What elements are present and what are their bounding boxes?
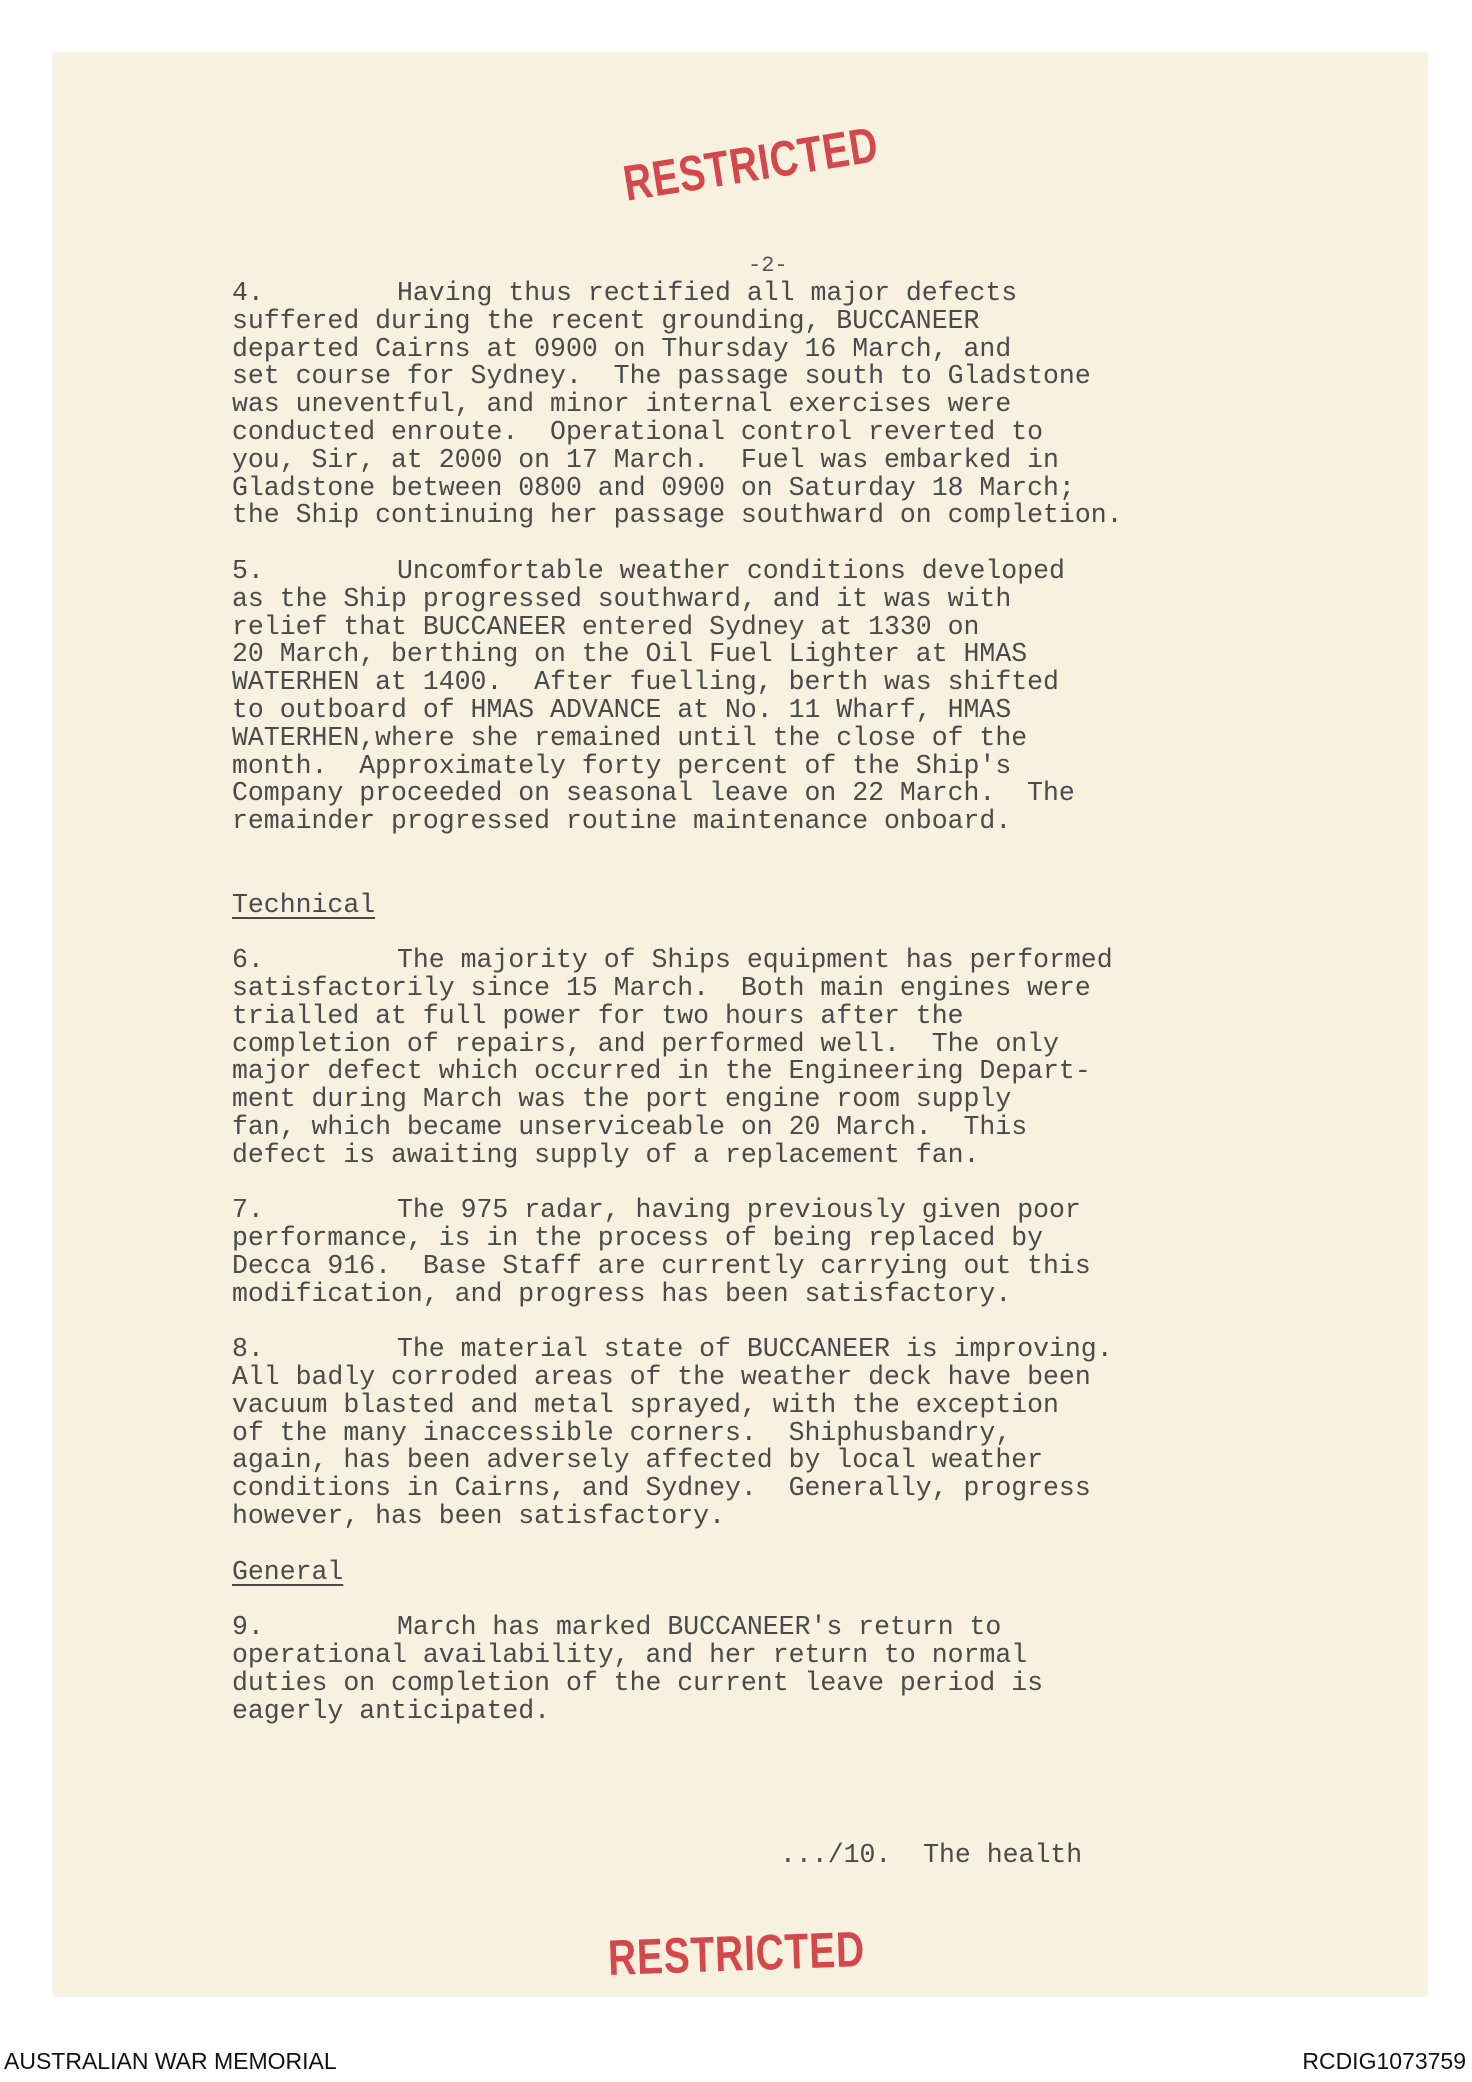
document-body: [232, 280, 1192, 1753]
paragraph-8: 8. The material state of BUCCANEER is improving. All badly corroded areas of the weather deck have been vacuum blasted and metal sprayed, with the exception of the many inaccessible corners. Shiphusbandry, again, has been adversely affected by local weather conditions in Cairns, and Sydney. Generally, progress however, has been satisfactory.: [232, 1334, 1113, 1532]
paragraph-number: 6.: [232, 945, 264, 976]
paragraph-5: 5. Uncomfortable weather conditions developed as the Ship progressed southward, and it was with relief that BUCCANEER entered Sydney at 1330 on 20 March, berthing on the Oil Fuel Lighter at HMAS WATERHEN at 1400. After fuelling, berth was shifted to outboard of HMAS ADVANCE at No. 11 Wharf, HMAS WATERHEN,where she remained until the close of the month. Approximately forty percent of the Ship's Company proceeded on seasonal leave on 22 March. The remainder progressed routine maintenance onboard.: [232, 555, 1075, 837]
paragraph-number: 4.: [232, 278, 264, 308]
paragraph-4: 4. Having thus rectified all major defects suffered during the recent grounding, BUCCANEER departed Cairns at 0900 on Thursday 16 March, and set course for Sydney. The passage south to Gladstone was uneventful, and minor internal exercises were conducted enroute. Operational control reverted to you, Sir, at 2000 on 17 March. Fuel was embarked in Gladstone between 0800 and 0900 on Saturday 18 March; the Ship continuing her passage southward on completion.: [232, 278, 1123, 531]
restricted-stamp-bottom: RESTRICTED: [607, 1921, 866, 1986]
paragraph-9: 9. March has marked BUCCANEER's return to operational availability, and her return to normal duties on completion of the current leave period is eagerly anticipated.: [232, 1612, 1044, 1726]
paragraph-number: 7.: [232, 1195, 264, 1226]
spacer: [232, 864, 1192, 892]
paragraph-6: 6. The majority of Ships equipment has performed satisfactorily since 15 March. Both main engines were trialled at full power for two hours after the completion of repairs, and performed well. The only major defect which occurred in the Engineering Depart- ment during March was the port engine room supply fan, which became unserviceable on 20 March. This defect is awaiting supply of a replacement fan.: [232, 945, 1113, 1170]
paragraph-7: 7. The 975 radar, having previously given poor performance, is in the process of being replaced by Decca 916. Base Staff are currently carrying out this modification, and progress has been satisfactory.: [232, 1195, 1091, 1309]
section-heading-general: General: [232, 1556, 344, 1587]
footer-source: AUSTRALIAN WAR MEMORIAL: [4, 2048, 337, 2074]
paragraph-number: 5.: [232, 555, 264, 586]
page-number: -2-: [748, 253, 788, 278]
paragraph-number: 9.: [232, 1612, 264, 1643]
restricted-stamp-top: RESTRICTED: [619, 116, 883, 212]
continuation-marker: .../10. The health: [780, 1840, 1083, 1870]
section-heading-technical: Technical: [232, 889, 376, 920]
paragraph-number: 8.: [232, 1334, 264, 1365]
footer-document-id: RCDIG1073759: [1302, 2048, 1466, 2074]
